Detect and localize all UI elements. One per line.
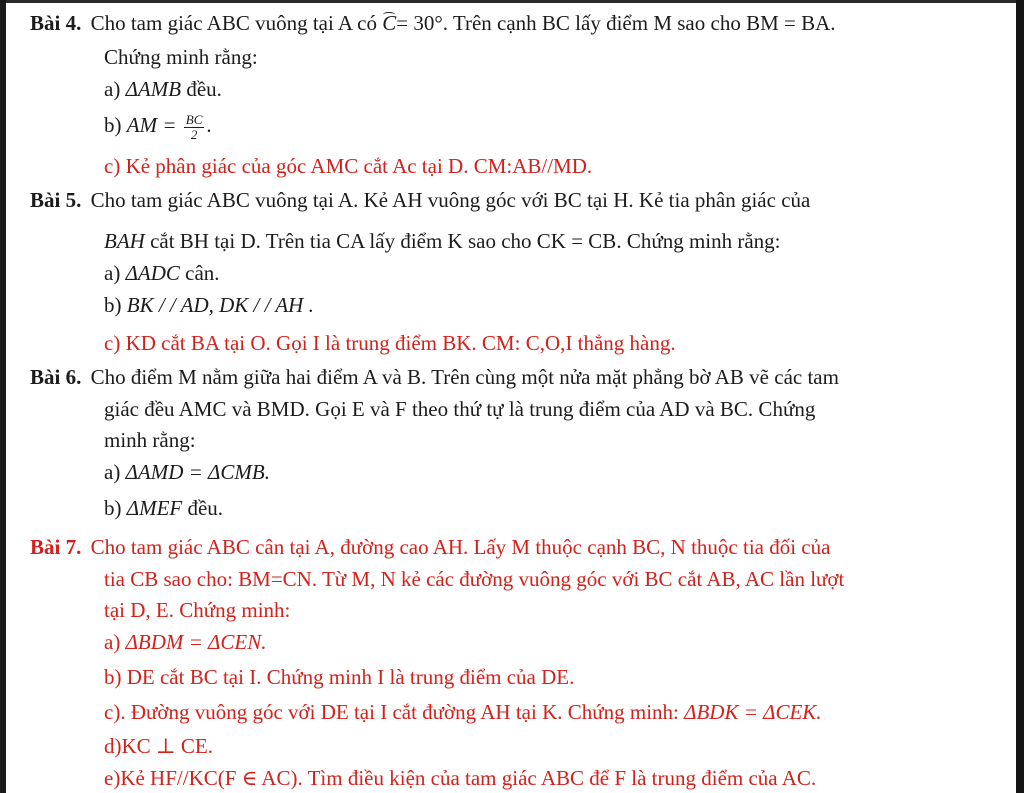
bai4-label: Bài 4. bbox=[30, 11, 82, 35]
bai7-item-b: b) DE cắt BC tại I. Chứng minh I là trung điểm của DE. bbox=[104, 665, 575, 689]
bai4-a-math: ΔAMB bbox=[125, 77, 182, 101]
right-border bbox=[1016, 0, 1024, 793]
bai7-item-c: c). Đường vuông góc với DE tại I cắt đường AH tại K. Chứng minh: ΔBDK = ΔCEK. bbox=[104, 700, 822, 724]
fraction-bc-over-2: $\frac{BC}{2}$ bbox=[185, 111, 203, 142]
bai6-item-b: b) ΔMEF đều. bbox=[104, 496, 224, 520]
bai4-line-2: Chứng minh rằng: bbox=[104, 45, 258, 69]
bai7-label: Bài 7. bbox=[30, 535, 82, 559]
bai5-item-c: c) KD cắt BA tại O. Gọi I là trung điểm BK. CM: C,O,I thẳng hàng. bbox=[104, 331, 676, 355]
bai7-item-a: a) ΔBDM = ΔCEN. bbox=[104, 630, 267, 654]
angle-c-symbol: C bbox=[382, 11, 397, 35]
bai6-item-a: a) ΔAMD = ΔCMB. bbox=[104, 460, 270, 484]
bai5-label: Bài 5. bbox=[30, 188, 82, 212]
bai6-line-1: Bài 6. Cho điểm M nằm giữa hai điểm A và B. Trên cùng một nửa mặt phẳng bờ AB vẽ các tam bbox=[30, 365, 839, 389]
left-border bbox=[0, 0, 6, 793]
bai5-line-2: BAH cắt BH tại D. Trên tia CA lấy điểm K sao cho CK = CB. Chứng minh rằng: bbox=[104, 229, 781, 253]
bai4-item-c: c) Kẻ phân giác của góc AMC cắt Ac tại D. CM:AB//MD. bbox=[104, 154, 593, 178]
bai7-line-2: tia CB sao cho: BM=CN. Từ M, N kẻ các đường vuông góc với BC cắt AB, AC lần lượt bbox=[104, 567, 845, 591]
bai4-item-b: b) AM = $\frac{BC}{2}$ . bbox=[104, 111, 212, 142]
top-border bbox=[0, 0, 1024, 3]
bai5-item-b: b) BK / / AD, DK / / AH . bbox=[104, 293, 314, 317]
bai6-line-2: giác đều AMC và BMD. Gọi E và F theo thứ tự là trung điểm của AD và BC. Chứng bbox=[104, 397, 816, 421]
bai4-line-1 bbox=[30, 10, 836, 36]
bai6-label: Bài 6. bbox=[30, 365, 82, 389]
bai7-item-d: d)KC ⊥ CE. bbox=[104, 734, 213, 758]
bai4-item-a: a) ΔAMB đều. bbox=[104, 77, 222, 101]
bai7-line-3: tại D, E. Chứng minh: bbox=[104, 598, 291, 622]
bai6-line-3: minh rằng: bbox=[104, 428, 196, 452]
bai7-line-1: Bài 7. Cho tam giác ABC cân tại A, đường cao AH. Lấy M thuộc cạnh BC, N thuộc tia đối của bbox=[30, 535, 831, 559]
bai5-item-a: a) ΔADC cân. bbox=[104, 261, 220, 285]
bai5-line-1: Bài 5. Cho tam giác ABC vuông tại A. Kẻ AH vuông góc với BC tại H. Kẻ tia phân giác của bbox=[30, 188, 811, 212]
bai4-b-math: AM = bbox=[126, 113, 177, 137]
bai7-item-e: e)Kẻ HF//KC(F ∈ AC). Tìm điều kiện của tam giác ABC để F là trung điểm của AC. bbox=[104, 766, 817, 790]
bai5-angle-bah: BAH bbox=[104, 229, 145, 253]
bai4-text-1b: = 30°. Trên cạnh BC lấy điểm M sao cho BM = BA. bbox=[396, 11, 836, 35]
bai4-text-1a: Cho tam giác ABC vuông tại A có bbox=[90, 11, 383, 35]
